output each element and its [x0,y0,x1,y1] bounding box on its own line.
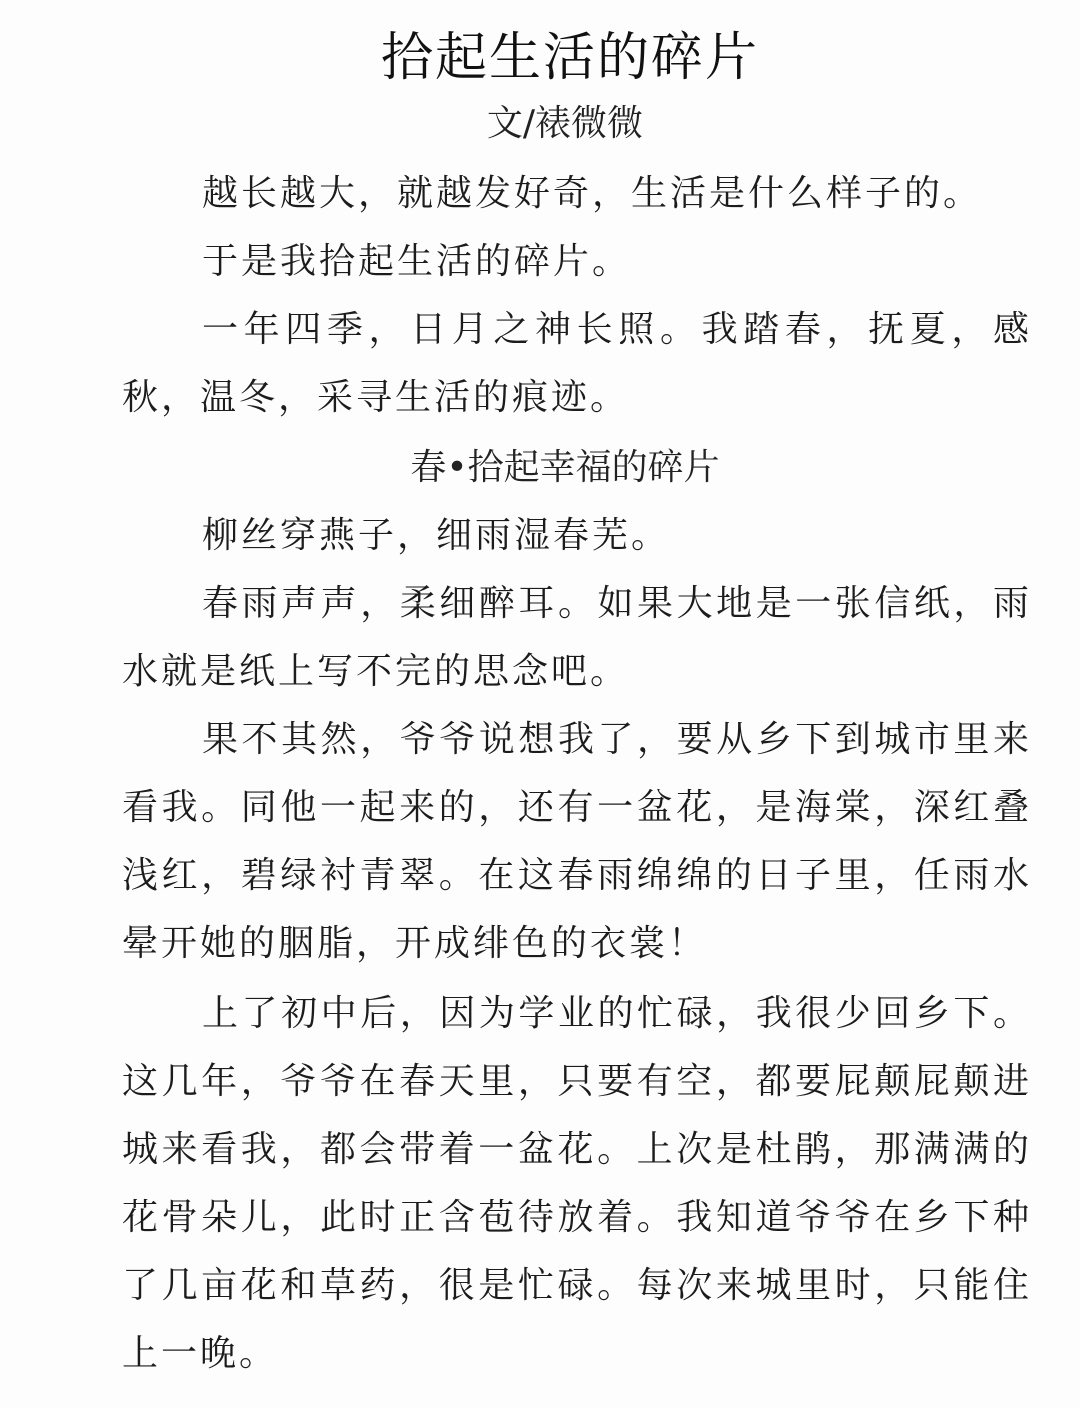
paragraph-intro-2: 于是我拾起生活的碎片。 [202,241,632,282]
paragraph-intro-1: 越长越大，就越发好奇，生活是什么样子的。 [202,173,983,214]
paragraph-spring-1: 柳丝穿燕子，细雨湿春芜。 [202,515,671,556]
paragraph-spring-3: 果不其然，爷爷说想我了，要从乡下到城市里来看我。同他一起来的，还有一盆花，是海棠，深红叠浅红，碧绿衬青翠。在这春雨绵绵的日子里，任雨水晕开她的胭脂，开成绯色的衣裳！ [122,719,1032,964]
author-byline: 文/裱微微 [486,103,644,144]
document-title: 拾起生活的碎片 [380,28,759,88]
section-heading-spring: 春•拾起幸福的碎片 [410,447,720,488]
paragraph-spring-2: 春雨声声，柔细醉耳。如果大地是一张信纸，雨水就是纸上写不完的思念吧。 [122,583,1032,692]
paragraph-intro-3: 一年四季，日月之神长照。我踏春，抚夏，感秋，温冬，采寻生活的痕迹。 [122,309,1032,418]
paragraph-spring-4: 上了初中后，因为学业的忙碌，我很少回乡下。这几年，爷爷在春天里，只要有空，都要屁颠屁颠进城来看我，都会带着一盆花。上次是杜鹃，那满满的花骨朵儿，此时正含苞待放着。我知道爷爷在乡下种了几亩花和草药，很是忙碌。每次来城里时，只能住上一晚。 [122,993,1032,1374]
